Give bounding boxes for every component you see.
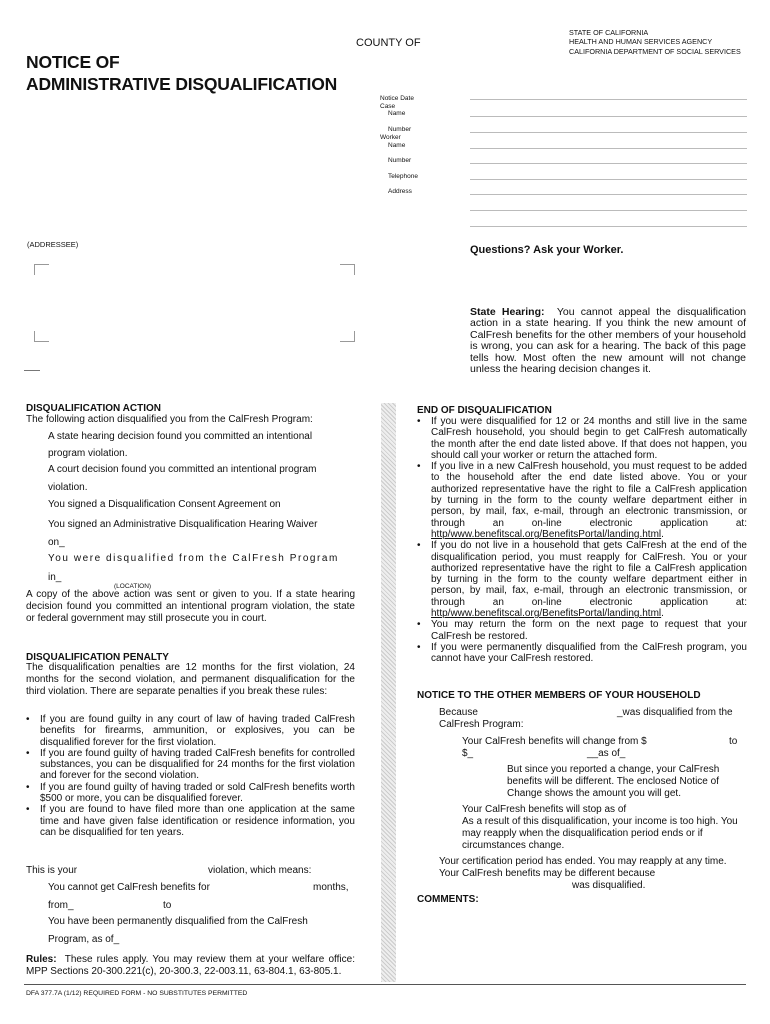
months-label: months,: [313, 882, 349, 893]
notice-date-label: Notice Date: [380, 95, 414, 102]
rules-text: These rules apply. You may review them at your welfare office: MPP Sections 20-300.221(c), 20-300.3, 22-003.11, 63-804.1, 63-805.1.: [26, 954, 355, 978]
end-disq-list: [417, 416, 747, 665]
end-disq-item: • If you live in a new CalFresh household, you must request to be added to the household after the end date listed above. You or your authorized representative have the right to file a CalFresh application by turning in the form to the county welfare department either in person, by mail, fax, e-mail, through an electronic transmission, or through an on-line electronic application at: http/www.benefitscal.org/BenefitsPortal/landing.html.: [417, 461, 747, 540]
benefitscal-link[interactable]: http/www.benefitscal.org/BenefitsPortal/landing.html: [431, 608, 662, 620]
was-disqualified-2-label: was disqualified.: [572, 880, 646, 891]
from-label: from_: [48, 900, 74, 911]
questions-heading: Questions? Ask your Worker.: [470, 244, 624, 256]
end-disq-item: • You may return the form on the next page to request that your CalFresh be restored.: [417, 619, 747, 642]
corner-mark: [34, 264, 49, 275]
comments-heading: COMMENTS:: [417, 894, 479, 905]
to-label: to: [163, 900, 172, 911]
income-too-high-text: As a result of this disqualification, your income is too high. You may reapply when the disqualification period ends or if circumstances change.: [462, 816, 738, 852]
case-name-field[interactable]: [470, 116, 747, 117]
dollar-label: $_: [462, 748, 474, 759]
penalty-item: • If you are found guilty of having traded or sold CalFresh benefits worth $500 or more, you can be disqualified forever.: [26, 782, 355, 805]
disq-action-heading: DISQUALIFICATION ACTION: [26, 403, 161, 414]
telephone-label: Telephone: [388, 173, 418, 180]
state-hearing-text: You cannot appeal the disqualification action in a state hearing. If you think the new amount of CalFresh benefits for the other members of your household is wrong, you can ask for a hearing. The back of this page tells how. Most often the new amount will not change unless the hearing decision changes it.: [470, 306, 747, 376]
state-hearing-paragraph: [470, 307, 746, 375]
end-disq-item-text: If you do not live in a household that gets CalFresh at the end of the disqualification period, you must reapply for CalFresh. You or your authorized representative have the right to file a CalFresh application by turning in the form to the county welfare department either in person, by mail, fax, e-mail, through an electronic transmission, or through an on-line electronic application at:: [431, 540, 747, 608]
agency-line: HEALTH AND HUMAN SERVICES AGENCY: [569, 37, 713, 47]
household-heading: NOTICE TO THE OTHER MEMBERS OF YOUR HOUSEHOLD: [417, 690, 701, 701]
option-consent-agreement: You signed a Disqualification Consent Agreement on: [48, 499, 281, 510]
case-label: Case: [380, 103, 396, 110]
footer-rule: [24, 984, 746, 985]
option-disqualified-line2: in_: [48, 572, 62, 583]
end-disq-item: • If you were disqualified for 12 or 24 months and still live in the same CalFresh household, you should begin to get CalFresh automatically the month after the end date listed above. If that does not happen, you should call your worker or return the attached form.: [417, 416, 747, 461]
penalty-item: • If you are found guilty of having traded CalFresh benefits for controlled substances, you can be disqualified for 24 months for the first violation and forever for the second violation.: [26, 748, 355, 782]
form-footer: DFA 377.7A (1/12) REQUIRED FORM - NO SUBSTITUTES PERMITTED: [26, 990, 248, 997]
reported-change-text: But since you reported a change, your CalFresh benefits will be different. The enclosed Notice of Change shows the amount you will get.: [507, 764, 720, 800]
rules-label: Rules:: [26, 954, 57, 965]
cert-period-text: Your certification period has ended. You may reapply at any time. Your CalFresh benefits may be different because: [439, 856, 727, 880]
page-title: [26, 51, 337, 95]
fold-mark: [24, 370, 40, 371]
program-label: CalFresh Program:: [439, 719, 524, 730]
copy-notice-paragraph: A copy of the above action was sent or given to you. If a state hearing decision found you committed an intentional program violation, the state or federal government may still prosecute you in court.: [26, 589, 355, 625]
option-state-hearing-line2: program violation.: [48, 448, 128, 459]
title-line: ADMINISTRATIVE DISQUALIFICATION: [26, 74, 338, 94]
case-number-field[interactable]: [470, 132, 747, 133]
penalty-item: • If you are found guilty in any court of law of having traded CalFresh benefits for firearms, ammunition, or explosives, you can be disqualified forever for the first violation.: [26, 714, 355, 748]
case-number-label: Number: [388, 126, 412, 133]
option-court-line2: violation.: [48, 482, 88, 493]
state-hearing-label: State Hearing:: [470, 306, 545, 318]
address-field-1[interactable]: [470, 194, 747, 195]
notice-date-field[interactable]: [470, 99, 747, 100]
addressee-label: (ADDRESSEE): [27, 240, 79, 249]
end-disq-item-text: If you live in a new CalFresh household, you must request to be added to the household after the end date listed above. You or your authorized representative have the right to file a CalFresh application by turning in the form to the county welfare department either in person, by mail, fax, e-mail, through an electronic transmission, or through an on-line electronic application at:: [431, 461, 747, 529]
change-from-label: Your CalFresh benefits will change from $: [462, 736, 647, 747]
option-court-line1: A court decision found you committed an intentional program: [48, 464, 317, 475]
worker-number-label: Number: [388, 157, 412, 164]
end-disq-heading: END OF DISQUALIFICATION: [417, 405, 552, 416]
location-label: (LOCATION): [114, 583, 152, 590]
disq-penalty-heading: DISQUALIFICATION PENALTY: [26, 652, 169, 663]
worker-number-field[interactable]: [470, 163, 747, 164]
worker-name-label: Name: [388, 142, 406, 149]
option-disqualified-line1: You were disqualified from the CalFresh Program: [48, 553, 339, 564]
violation-means-label: violation, which means:: [208, 865, 312, 876]
penalty-list: [26, 714, 355, 838]
column-divider: [381, 403, 396, 982]
worker-label: Worker: [380, 134, 401, 141]
this-is-your-label: This is your: [26, 865, 78, 876]
benefitscal-link[interactable]: http/www.benefitscal.org/BenefitsPortal/landing.html: [431, 528, 662, 540]
disq-action-intro: The following action disqualified you from the CalFresh Program:: [26, 414, 313, 425]
permanent-line1: You have been permanently disqualified from the CalFresh: [48, 916, 308, 927]
end-disq-item: • If you do not live in a household that gets CalFresh at the end of the disqualification period, you must reapply for CalFresh. You or your authorized representative have the right to file a CalFresh application by turning in the form to the county welfare department either in person, by mail, fax, e-mail, through an electronic transmission, or through an on-line electronic application at: http/www.benefitscal.org/BenefitsPortal/landing.html.: [417, 540, 747, 619]
address-label: Address: [388, 188, 412, 195]
address-field-3[interactable]: [470, 226, 747, 227]
option-hearing-waiver-line1: You signed an Administrative Disqualification Hearing Waiver: [48, 519, 318, 530]
corner-mark: [340, 264, 355, 275]
telephone-field[interactable]: [470, 179, 747, 180]
as-of-label: __as of_: [587, 748, 626, 759]
agency-line: CALIFORNIA DEPARTMENT OF SOCIAL SERVICES: [569, 46, 741, 56]
county-label: COUNTY OF: [356, 37, 421, 49]
corner-mark: [340, 331, 355, 342]
case-name-label: Name: [388, 110, 406, 117]
was-disqualified-label: _was disqualified from the: [617, 707, 733, 718]
agency-line: STATE OF CALIFORNIA: [569, 28, 649, 37]
stop-as-of-label: Your CalFresh benefits will stop as of: [462, 804, 627, 815]
penalty-item: • If you are found to have filed more than one application at the same time and have given false identification or residence information, you can be disqualified for ten years.: [26, 804, 355, 838]
cannot-get-label: You cannot get CalFresh benefits for: [48, 882, 210, 893]
end-disq-item: • If you were permanently disqualified from the CalFresh program, you cannot have your CalFresh restored.: [417, 642, 747, 665]
disq-penalty-intro: The disqualification penalties are 12 months for the first violation, 24 months for the second violation, and permanent disqualification for the third violation. There are separate penalties if you break these rules:: [26, 662, 355, 698]
corner-mark: [34, 331, 49, 342]
agency-block: [569, 28, 741, 56]
title-line: NOTICE OF: [26, 52, 120, 72]
address-field-2[interactable]: [470, 210, 747, 211]
change-to-label: to: [729, 736, 738, 747]
option-hearing-waiver-line2: on_: [48, 537, 65, 548]
option-state-hearing-line1: A state hearing decision found you committed an intentional: [48, 431, 313, 442]
permanent-line2: Program, as of_: [48, 934, 120, 945]
because-label: Because: [439, 707, 478, 718]
rules-paragraph: [26, 954, 355, 978]
worker-name-field[interactable]: [470, 148, 747, 149]
